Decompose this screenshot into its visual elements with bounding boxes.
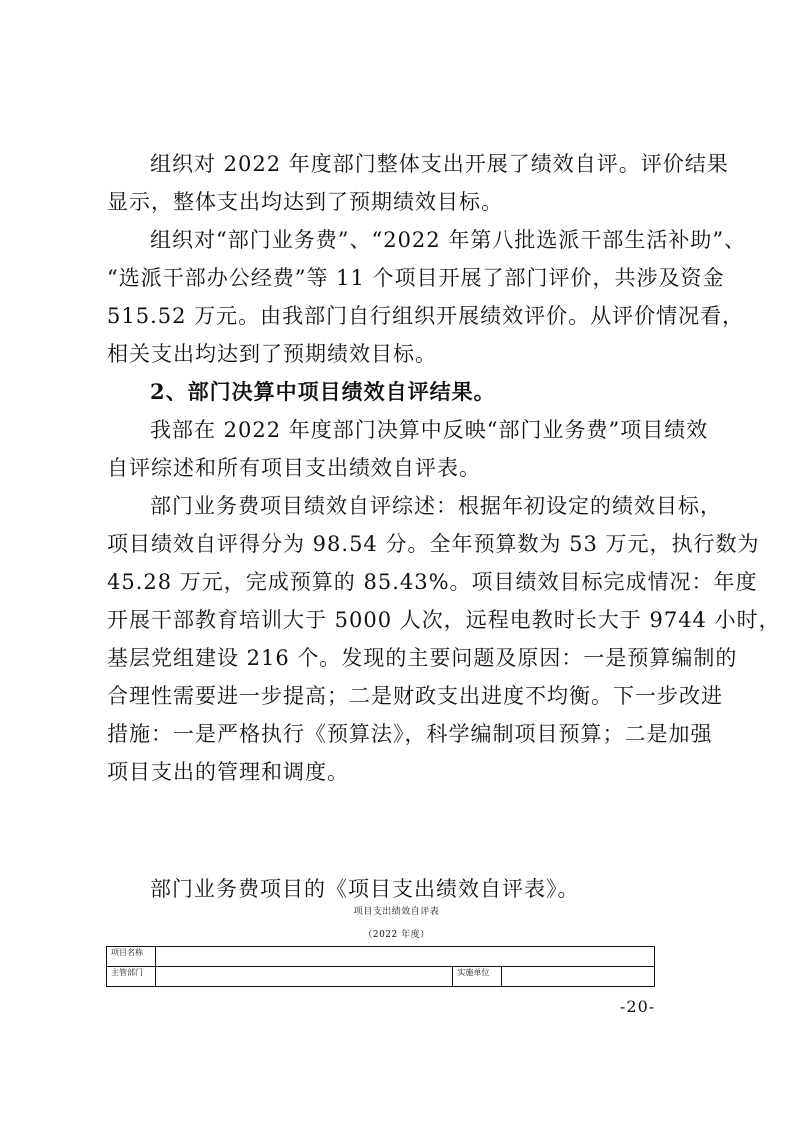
paragraph-2-line-4: 相关支出均达到了预期绩效目标。 (107, 342, 437, 366)
paragraph-4-line-5: 基层党组建设 216 个。发现的主要问题及原因：一是预算编制的 (107, 646, 738, 670)
paragraph-1-line-2: 显示，整体支出均达到了预期绩效目标。 (107, 190, 503, 214)
paragraph-5: 部门业务费项目的《项目支出绩效自评表》。 (150, 877, 580, 901)
paragraph-4-line-7: 措施：一是严格执行《预算法》，科学编制项目预算；二是加强 (107, 722, 713, 746)
paragraph-1-line-1: 组织对 2022 年度部门整体支出开展了绩效自评。评价结果 (150, 152, 729, 176)
paragraph-2-line-3: 515.52 万元。由我部门自行组织开展绩效评价。从评价情况看， (107, 304, 745, 328)
implementing-unit-label: 实施单位 (453, 967, 502, 987)
table-year: （2022 年度） (363, 930, 430, 940)
paragraph-4-line-6: 合理性需要进一步提高；二是财政支出进度不均衡。下一步改进 (107, 684, 723, 708)
paragraph-4-line-1: 部门业务费项目绩效自评综述：根据年初设定的绩效目标， (150, 494, 722, 518)
paragraph-4-line-8: 项目支出的管理和调度。 (107, 760, 349, 784)
section-heading-2: 2、部门决算中项目绩效自评结果。 (150, 379, 496, 404)
paragraph-2-line-2: “选派干部办公经费”等 11 个项目开展了部门评价，共涉及资金 (107, 266, 725, 290)
table-row (107, 967, 655, 987)
project-name-value (155, 947, 654, 967)
table-row (107, 947, 655, 967)
department-value (155, 967, 452, 987)
paragraph-4-line-2: 项目绩效自评得分为 98.54 分。全年预算数为 53 万元，执行数为 (107, 532, 760, 556)
paragraph-3-line-2: 自评综述和所有项目支出绩效自评表。 (107, 456, 481, 480)
paragraph-2-line-1: 组织对“部门业务费”、“2022 年第八批选派干部生活补助”、 (150, 228, 747, 252)
paragraph-4-line-3: 45.28 万元，完成预算的 85.43%。项目绩效目标完成情况：年度 (107, 570, 758, 594)
paragraph-4-line-4: 开展干部教育培训大于 5000 人次，远程电教时长大于 9744 小时， (107, 608, 781, 632)
paragraph-3-line-1: 我部在 2022 年度部门决算中反映“部门业务费”项目绩效 (150, 418, 709, 442)
page-number: -20- (620, 997, 656, 1016)
project-name-label: 项目名称 (107, 947, 156, 967)
implementing-unit-value (502, 967, 655, 987)
table-title: 项目支出绩效自评表 (353, 907, 440, 917)
department-label: 主管部门 (107, 967, 156, 987)
evaluation-table (106, 946, 655, 987)
